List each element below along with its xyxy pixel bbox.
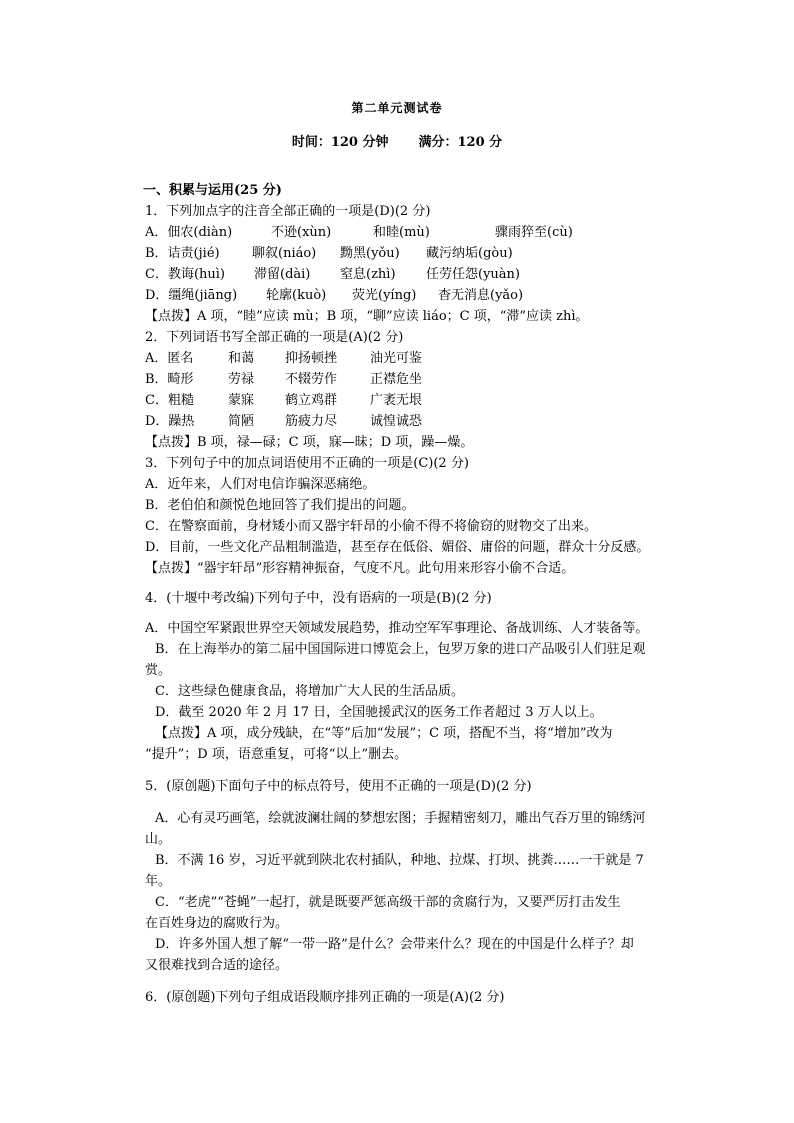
q1-b-1: B．诘责(jié) xyxy=(145,246,220,261)
q5-option-b-line1: B．不满 16 岁，习近平就到陕北农村插队，种地、拉煤、打坝、挑粪……一干就是 7 xyxy=(155,853,644,868)
q2-b-4: 正襟危坐 xyxy=(370,372,423,387)
q4-option-b-line2: 赏。 xyxy=(145,663,172,678)
q3-stem: 3．下列句子中的加点词语使用不正确的一项是(C)(2 分) xyxy=(145,456,469,471)
q5-option-a-line1: A．心有灵巧画笔，绘就波澜壮阔的梦想宏图；手握精密刻刀，雕出气吞万里的锦绣河 xyxy=(155,811,646,826)
q4-stem: 4．(十堰中考改编)下列句子中，没有语病的一项是(B)(2 分) xyxy=(145,591,492,606)
q1-c-3: 窒息(zhì) xyxy=(340,267,396,282)
q4-option-d: D．截至 2020 年 2 月 17 日，全国驰援武汉的医务工作者超过 3 万人以上。 xyxy=(155,705,603,720)
q5-option-c-line2: 在百姓身边的腐败行为。 xyxy=(145,916,289,931)
q5-option-d-line1: D．许多外国人想了解“一带一路”是什么？会带来什么？现在的中国是什么样子？却 xyxy=(155,937,634,952)
q1-b-2: 聊叙(niáo) xyxy=(252,246,317,261)
q4-tip-line1: 【点拨】A 项，成分残缺，在“等”后加“发展”；C 项，搭配不当，将“增加”改为 xyxy=(155,726,613,741)
q1-d-2: 轮廓(kuò) xyxy=(266,288,327,303)
q3-tip: 【点拨】“器宇轩昂”形容精神振奋，气度不凡。此句用来形容小偷不合适。 xyxy=(145,561,575,576)
section-heading: 一、积累与运用(25 分) xyxy=(143,183,282,198)
q1-stem: 1．下列加点字的注音全部正确的一项是(D)(2 分) xyxy=(145,204,431,219)
q4-option-b-line1: B．在上海举办的第二届中国国际进口博览会上，包罗万象的进口产品吸引人们驻足观 xyxy=(155,642,646,657)
q2-b-2: 劳禄 xyxy=(228,372,255,387)
q2-d-4: 诚惶诚恐 xyxy=(370,414,423,429)
q6-stem: 6．(原创题)下列句子组成语段顺序排列正确的一项是(A)(2 分) xyxy=(145,990,505,1005)
q5-option-a-line2: 山。 xyxy=(145,832,172,847)
q2-b-3: 不辍劳作 xyxy=(285,372,338,387)
q5-stem: 5．(原创题)下面句子中的标点符号，使用不正确的一项是(D)(2 分) xyxy=(145,779,532,794)
q1-a-4: 骤雨猝至(cù) xyxy=(495,225,573,240)
q1-a-2: 不逊(xùn) xyxy=(271,225,332,240)
q3-option-c: C．在警察面前，身材矮小而又器宇轩昂的小偷不得不将偷窃的财物交了出来。 xyxy=(145,519,597,534)
q1-c-2: 滞留(dài) xyxy=(254,267,311,282)
q2-a-3: 抑扬顿挫 xyxy=(285,351,338,366)
q3-option-a: A．近年来，人们对电信诈骗深恶痛绝。 xyxy=(145,477,376,492)
q3-option-b: B．老伯伯和颜悦色地回答了我们提出的问题。 xyxy=(145,498,415,513)
q2-c-2: 蒙寐 xyxy=(228,393,255,408)
exam-info xyxy=(0,131,794,150)
q2-c-3: 鹤立鸡群 xyxy=(285,393,338,408)
q2-d-1: D．躁热 xyxy=(145,414,195,429)
q2-c-4: 广袤无垠 xyxy=(370,393,423,408)
exam-body xyxy=(145,180,680,1008)
q1-option-c xyxy=(145,264,680,285)
q2-option-d xyxy=(145,411,680,432)
time-limit: 时间：120 分钟 xyxy=(291,135,389,150)
q1-a-1: A．佃农(diàn) xyxy=(145,225,233,240)
q4-option-c: C．这些绿色健康食品，将增加广大人民的生活品质。 xyxy=(155,684,464,699)
q2-a-4: 油光可鉴 xyxy=(370,351,423,366)
q5-option-c-line1: C．“老虎”“苍蝇”一起打，就是既要严惩高级干部的贪腐行为，又要严厉打击发生 xyxy=(155,895,621,910)
q5-option-d-line2: 又很难找到合适的途径。 xyxy=(145,958,289,973)
q1-option-a xyxy=(145,222,680,243)
full-score: 满分：120 分 xyxy=(418,135,503,150)
q2-option-b xyxy=(145,369,680,390)
q2-b-1: B．畸形 xyxy=(145,372,194,387)
page-title: 第二单元测试卷 xyxy=(351,101,443,115)
q1-c-4: 任劳任怨(yuàn) xyxy=(426,267,520,282)
q1-a-3: 和睦(mù) xyxy=(373,225,430,240)
q2-d-2: 简陋 xyxy=(228,414,255,429)
q1-option-d xyxy=(145,285,680,306)
q2-a-2: 和蔼 xyxy=(228,351,255,366)
q1-b-3: 黝黑(yǒu) xyxy=(340,246,400,261)
q1-b-4: 藏污纳垢(gòu) xyxy=(426,246,513,261)
q2-option-a xyxy=(145,348,680,369)
q3-option-d: D．目前，一些文化产品粗制滥造，甚至存在低俗、媚俗、庸俗的问题，群众十分反感。 xyxy=(145,540,650,555)
q2-d-3: 筋疲力尽 xyxy=(285,414,338,429)
q2-tip: 【点拨】B 项，禄—碌；C 项，寐—昧；D 项，躁—燥。 xyxy=(145,435,474,450)
q1-option-b xyxy=(145,243,680,264)
q1-d-3: 荧光(yíng) xyxy=(352,288,417,303)
q4-tip-line2: “提升”；D 项，语意重复，可将“以上”删去。 xyxy=(145,747,408,762)
q2-stem: 2．下列词语书写全部正确的一项是(A)(2 分) xyxy=(145,330,404,345)
q4-option-a: A．中国空军紧跟世界空天领域发展趋势，推动空军军事理论、备战训练、人才装备等。 xyxy=(145,621,649,636)
q1-d-4: 杳无消息(yǎo) xyxy=(438,288,524,303)
q1-d-1: D．缰绳(jiāng) xyxy=(145,288,238,303)
q2-a-1: A．匿名 xyxy=(145,351,194,366)
q5-option-b-line2: 年。 xyxy=(145,874,172,889)
q2-option-c xyxy=(145,390,680,411)
q1-tip: 【点拨】A 项，“睦”应读 mù；B 项，“聊”应读 liáo；C 项，“滞”应读 zhì。 xyxy=(145,309,589,324)
q1-c-1: C．教诲(huì) xyxy=(145,267,225,282)
q2-c-1: C．粗糙 xyxy=(145,393,194,408)
